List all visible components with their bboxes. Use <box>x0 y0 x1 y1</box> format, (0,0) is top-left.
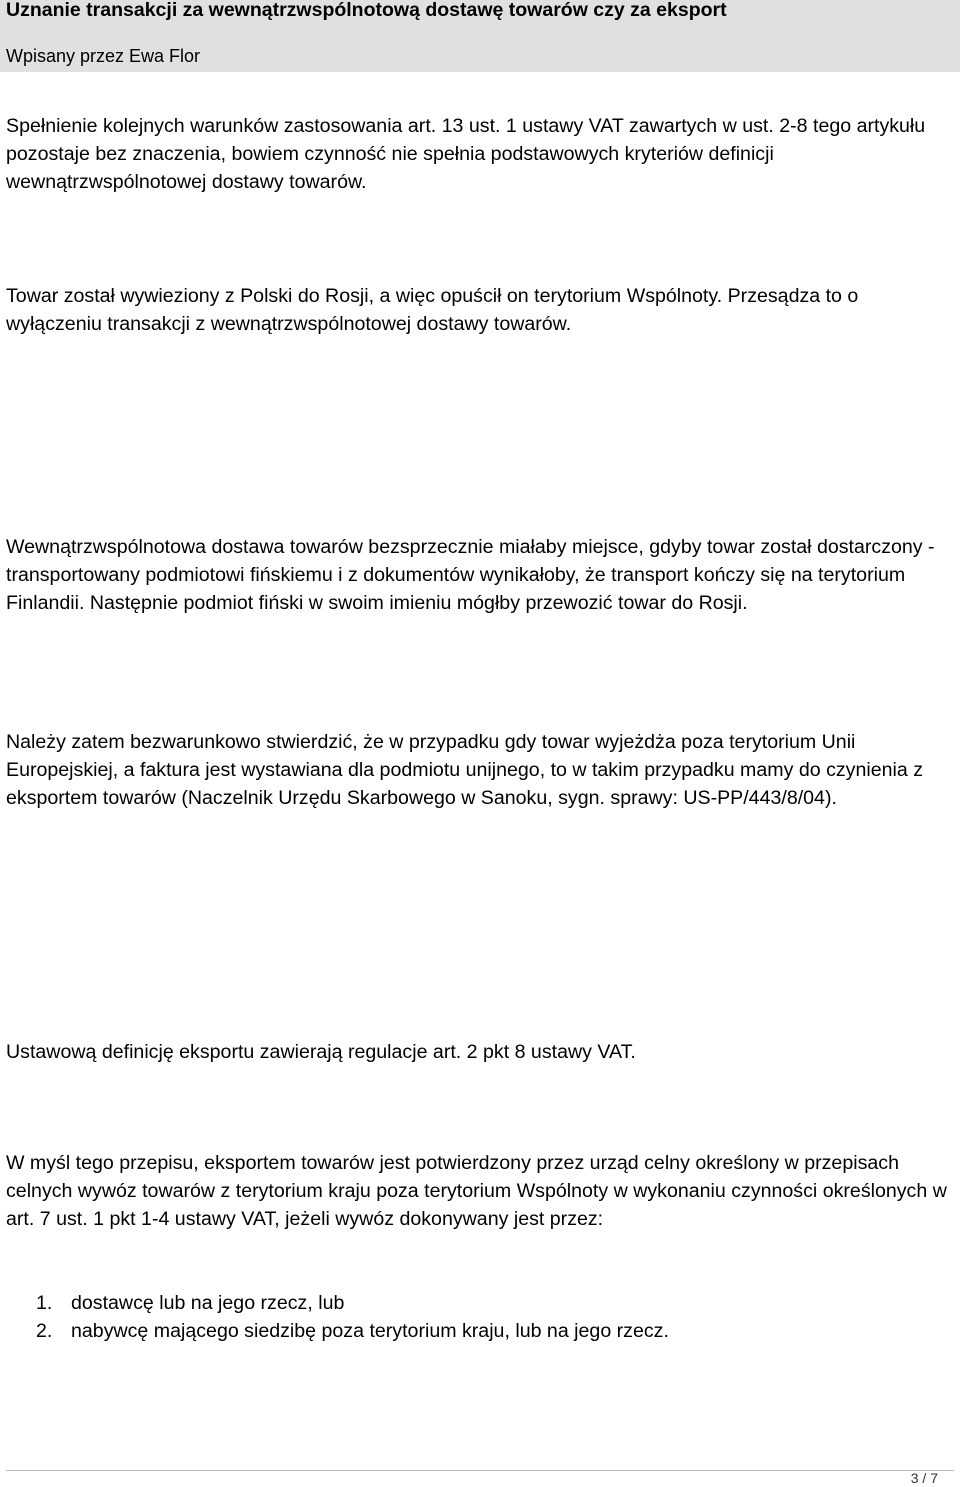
page-number: 3 / 7 <box>910 1470 938 1486</box>
paragraph: Towar został wywieziony z Polski do Rosji, a więc opuścił on terytorium Wspólnoty. Przesądza to o wyłączeniu transakcji z wewnątrzwspólnotowej dostawy towarów. <box>6 285 859 335</box>
author-line: Wpisany przez Ewa Flor <box>6 46 201 66</box>
paragraph: W myśl tego przepisu, eksportem towarów jest potwierdzony przez urząd celny określony w przepisach celnych wywóz towarów z terytorium kraju poza terytorium Wspólnoty w wykonaniu czynności określonych w art. 7 ust. 1 pkt 1-4 ustawy VAT, jeżeli wywóz dokonywany jest przez: <box>6 1152 947 1230</box>
numbered-list <box>36 1289 669 1345</box>
document-header <box>0 0 960 72</box>
list-item-text: nabywcę mającego siedzibę poza terytorium kraju, lub na jego rzecz. <box>71 1320 669 1342</box>
document-title: Uznanie transakcji za wewnątrzwspólnotową dostawę towarów czy za eksport <box>6 0 727 21</box>
list-item-text: dostawcę lub na jego rzecz, lub <box>71 1292 345 1314</box>
paragraph: Należy zatem bezwarunkowo stwierdzić, że w przypadku gdy towar wyjeżdża poza terytorium Unii Europejskiej, a faktura jest wystawiana dla podmiotu unijnego, to w takim przypadku mamy do czynienia z eksportem towarów (Naczelnik Urzędu Skarbowego w Sanoku, sygn. sprawy: US-PP/443/8/04). <box>6 731 924 809</box>
paragraph: Spełnienie kolejnych warunków zastosowania art. 13 ust. 1 ustawy VAT zawartych w ust. 2-8 tego artykułu pozostaje bez znaczenia, bowiem czynność nie spełnia podstawowych kryteriów definicji wewnątrzwspólnotowej dostawy towarów. <box>6 115 926 193</box>
footer-divider <box>6 1470 954 1471</box>
list-item <box>36 1317 669 1345</box>
paragraph: Wewnątrzwspólnotowa dostawa towarów bezsprzecznie miałaby miejsce, gdyby towar został dostarczony - transportowany podmiotowi fińskiemu i z dokumentów wynikałoby, że transport kończy się na terytorium Finlandii. Następnie podmiot fiński w swoim imieniu mógłby przewozić towar do Rosji. <box>6 536 935 614</box>
list-item-number: 1. <box>36 1292 53 1314</box>
list-item <box>36 1289 669 1317</box>
list-item-number: 2. <box>36 1320 53 1342</box>
paragraph: Ustawową definicję eksportu zawierają regulacje art. 2 pkt 8 ustawy VAT. <box>6 1041 636 1063</box>
